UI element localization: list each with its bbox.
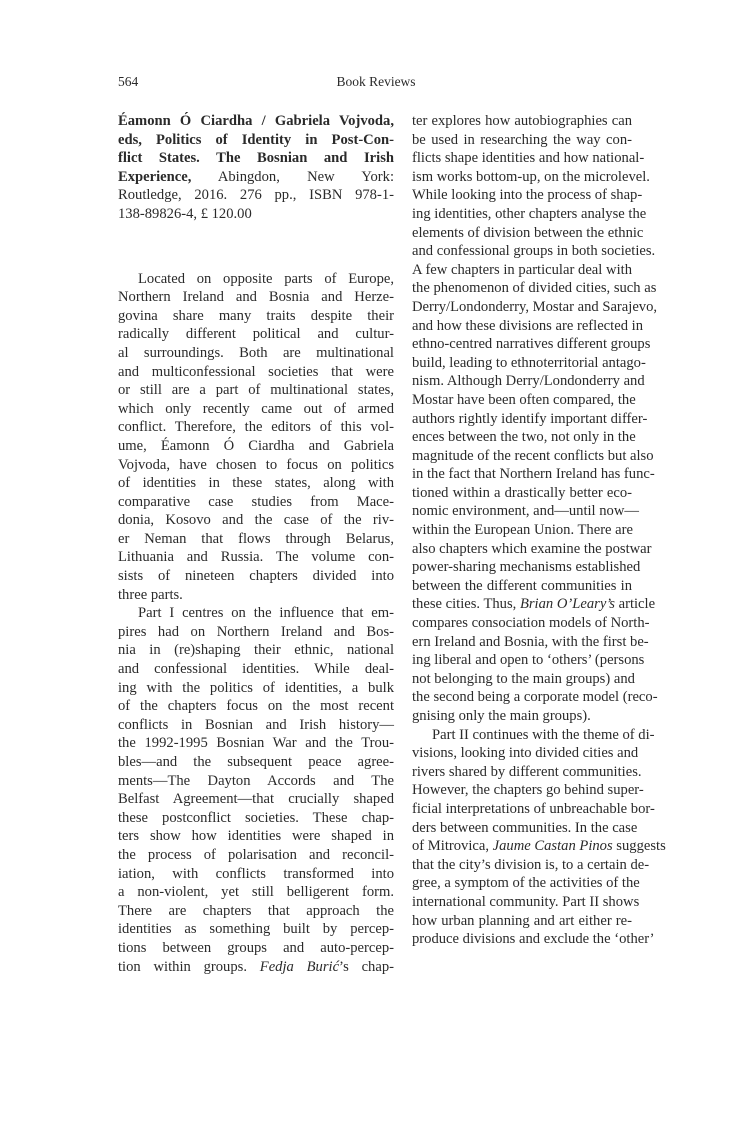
text-line: [118, 344, 394, 363]
text-run: the process of polarisation and reconcil-: [118, 846, 394, 863]
text-line: [118, 623, 394, 642]
text-line: [118, 288, 394, 307]
running-head: Book Reviews: [336, 74, 416, 89]
text-line: [118, 753, 394, 772]
text-line: [412, 186, 643, 205]
text-line: [412, 819, 638, 838]
text-line: [412, 633, 649, 652]
text-run: gnising only the main groups).: [412, 708, 591, 724]
text-line: [118, 734, 394, 753]
text-run: There are chapters that approach the: [118, 902, 394, 919]
text-run: ing with the politics of identities, a bulk: [118, 679, 394, 696]
text-run: and multiconfessional societies that were: [118, 363, 394, 380]
text-line: [412, 595, 656, 614]
text-run: flicts shape identities and how national-: [412, 150, 645, 167]
text-line: [118, 865, 394, 884]
text-line: [412, 131, 632, 150]
text-line: [412, 521, 632, 540]
text-line: [118, 809, 394, 828]
page-number: 564: [118, 74, 139, 89]
text-run: or still are a part of multinational states,: [118, 382, 394, 399]
text-run: and confessional identities. While deal-: [118, 661, 394, 678]
text-run: tions between groups and auto-percep-: [118, 939, 394, 956]
text-run: Belfast Agreement—that crucially shaped: [118, 791, 394, 808]
text-run: between the different communities in: [412, 577, 632, 594]
text-line: [412, 744, 639, 763]
text-line: [412, 317, 643, 336]
text-line: [118, 604, 394, 623]
text-line: [118, 958, 394, 977]
text-run: Northern Ireland and Bosnia and Herze-: [118, 289, 394, 306]
text-line: [118, 548, 394, 567]
text-run: Routledge, 2016. 276 pp., ISBN 978-1-: [118, 187, 394, 204]
left-column: [118, 112, 394, 976]
text-run: nomic environment, and—until now—: [412, 503, 639, 520]
text-line: [412, 279, 657, 298]
text-run: power-sharing mechanisms established: [412, 559, 641, 576]
text-line: [118, 772, 394, 791]
text-line: [118, 697, 394, 716]
text-run: bles—and the subsequent peace agree-: [118, 754, 394, 770]
text-line: [412, 502, 639, 521]
text-run: gree, a symptom of the activities of the: [412, 875, 640, 892]
text-run: Part II continues with the theme of di-: [432, 726, 655, 743]
text-run: elements of division between the ethnic: [412, 224, 644, 241]
text-run: these cities. Thus,: [412, 596, 520, 613]
text-line: [118, 530, 394, 549]
text-line: [118, 437, 394, 456]
text-line: [412, 484, 632, 503]
text-line: [412, 465, 655, 484]
text-run: ter explores how autobiographies can: [412, 113, 632, 129]
text-line: [412, 224, 644, 243]
text-run: Abingdon, New York:: [191, 168, 394, 185]
right-column: [412, 112, 666, 949]
text-line: [412, 912, 632, 931]
text-line: [118, 418, 394, 437]
text-line: [412, 168, 650, 187]
text-line: [118, 270, 394, 289]
text-run: three parts.: [118, 586, 183, 603]
text-run: comparative case studies from Mace-: [118, 493, 394, 510]
text-line: [412, 205, 647, 224]
text-line: [412, 688, 658, 707]
text-line: [118, 716, 394, 735]
text-line: [118, 920, 394, 939]
text-run: Located on opposite parts of Europe,: [138, 270, 394, 287]
text-run: ing liberal and open to ‘others’ (persons: [412, 652, 645, 669]
text-run: not belonging to the main groups) and: [412, 670, 635, 687]
text-line: [412, 781, 644, 800]
text-run: Lithuania and Russia. The volume con-: [118, 549, 394, 566]
text-run: the phenomenon of divided cities, such as: [412, 280, 657, 297]
text-line: [412, 354, 646, 373]
text-run: ism works bottom-up, on the microlevel.: [412, 168, 650, 185]
text-run: nism. Although Derry/Londonderry and: [412, 373, 645, 390]
text-run: radically different political and cultur-: [118, 326, 394, 343]
text-line: [412, 540, 652, 559]
bibliographic-line: [118, 131, 394, 150]
text-run: iation, with conflicts transformed into: [118, 865, 394, 882]
text-line: [118, 846, 394, 865]
text-run: nia in (re)shaping their ethnic, national: [118, 642, 394, 659]
text-line: [412, 874, 640, 893]
text-line: [412, 726, 655, 745]
text-run: and confessional groups in both societies.: [412, 243, 656, 260]
text-line: [118, 586, 394, 605]
text-line: [118, 883, 394, 902]
bibliographic-line: [118, 149, 394, 168]
text-run: within the European Union. There are: [412, 522, 633, 539]
text-line: [412, 893, 640, 912]
text-line: [118, 660, 394, 679]
text-run: A few chapters in particular deal with: [412, 261, 632, 278]
text-line: [118, 493, 394, 512]
text-run: identities as something built by percep-: [118, 921, 394, 938]
text-line: [118, 790, 394, 809]
text-run: ences between the two, not only in the: [412, 429, 636, 446]
text-run: ume, Éamonn Ó Ciardha and Gabriela: [118, 437, 394, 454]
bibliographic-line: [118, 168, 394, 187]
text-run: govina share many traits despite their: [118, 307, 394, 324]
bold-text: eds, Politics of Identity in Post-Con-: [118, 131, 394, 148]
text-run: ing identities, other chapters analyse the: [412, 205, 647, 222]
text-line: [412, 242, 656, 261]
text-run: produce divisions and exclude the ‘other’: [412, 931, 655, 948]
text-line: [118, 511, 394, 530]
text-line: [118, 307, 394, 326]
text-run: article: [614, 596, 656, 613]
text-line: [118, 400, 394, 419]
blank-line: [118, 247, 394, 270]
italic-name: Brian O’Leary’s: [519, 596, 615, 613]
text-line: [412, 800, 655, 819]
text-run: international community. Part II shows: [412, 893, 640, 910]
text-run: ters show how identities were shaped in: [118, 828, 394, 845]
text-line: [118, 567, 394, 586]
text-run: er Neman that flows through Belarus,: [118, 530, 394, 547]
text-run: Vojvoda, have chosen to focus on politics: [118, 456, 394, 473]
text-run: suggests: [612, 838, 666, 855]
text-run: ficial interpretations of unbreachable bor-: [412, 800, 655, 817]
text-line: [118, 456, 394, 475]
text-line: [118, 325, 394, 344]
text-run: al surroundings. Both are multinational: [118, 344, 394, 361]
text-line: [118, 363, 394, 382]
bold-text: Éamonn Ó Ciardha / Gabriela Vojvoda,: [118, 113, 394, 129]
text-run: rivers shared by different communities.: [412, 763, 642, 780]
text-line: [118, 827, 394, 846]
text-run: magnitude of the recent conflicts but also: [412, 447, 654, 464]
text-run: However, the chapters go behind super-: [412, 782, 644, 799]
text-run: the second being a corporate model (reco-: [412, 689, 658, 706]
text-line: [118, 641, 394, 660]
bold-text: flict States. The Bosnian and Irish: [118, 150, 394, 167]
text-line: [412, 558, 641, 577]
text-run: donia, Kosovo and the case of the riv-: [118, 512, 394, 529]
text-line: [412, 335, 651, 354]
text-line: [412, 372, 645, 391]
text-line: [118, 902, 394, 921]
text-run: also chapters which examine the postwar: [412, 540, 652, 557]
text-line: [412, 298, 658, 317]
text-run: the 1992-1995 Bosnian War and the Trou-: [118, 735, 394, 752]
text-line: [412, 577, 632, 596]
text-run: these postconflict societies. These chap-: [118, 809, 394, 826]
text-line: [412, 112, 632, 131]
italic-name: Jaume Castan Pinos: [492, 838, 613, 855]
text-line: [412, 651, 645, 670]
text-line: [412, 261, 632, 280]
bibliographic-line: [118, 186, 394, 205]
text-line: [412, 410, 648, 429]
text-line: [118, 939, 394, 958]
text-run: Mostar have been often compared, the: [412, 391, 636, 408]
text-line: [412, 428, 636, 447]
text-line: [412, 930, 655, 949]
text-run: tion within groups.: [118, 958, 260, 975]
text-run: ders between communities. In the case: [412, 819, 638, 836]
bibliographic-line: [118, 205, 394, 224]
bibliographic-line: [118, 112, 394, 131]
text-line: [412, 837, 666, 856]
text-run: ethno-centred narratives different groups: [412, 336, 651, 353]
text-run: conflict. Therefore, the editors of this vol-: [118, 419, 394, 436]
text-run: 138-89826-4, £ 120.00: [118, 205, 252, 222]
text-run: ern Ireland and Bosnia, with the first be-: [412, 633, 649, 650]
text-run: tioned within a drastically better eco-: [412, 484, 632, 501]
text-run: a non-violent, yet still belligerent form.: [118, 884, 394, 901]
text-line: [412, 670, 635, 689]
text-run: ments—The Dayton Accords and The: [118, 772, 394, 789]
text-line: [118, 474, 394, 493]
text-line: [412, 149, 645, 168]
text-run: While looking into the process of shap-: [412, 187, 643, 204]
bold-text: Experience,: [118, 168, 192, 185]
text-run: compares consociation models of North-: [412, 615, 650, 632]
text-run: and how these divisions are reflected in: [412, 317, 643, 334]
text-run: authors rightly identify important differ-: [412, 410, 648, 427]
text-line: [118, 679, 394, 698]
blank-line: [118, 224, 394, 247]
text-line: [118, 381, 394, 400]
text-run: that the city’s division is, to a certain de-: [412, 856, 650, 873]
page-header: [118, 74, 634, 94]
text-run: conflicts in Bosnian and Irish history—: [118, 716, 394, 733]
italic-name: Fedja Burić: [259, 958, 340, 975]
text-run: of identities in these states, along with: [118, 475, 394, 492]
text-line: [412, 856, 650, 875]
text-line: [412, 707, 632, 726]
text-run: how urban planning and art either re-: [412, 912, 632, 929]
text-line: [412, 763, 642, 782]
text-run: Part I centres on the influence that em-: [138, 605, 394, 622]
text-line: [412, 614, 650, 633]
text-run: visions, looking into divided cities and: [412, 745, 639, 762]
text-run: in the fact that Northern Ireland has func-: [412, 466, 655, 483]
text-run: sists of nineteen chapters divided into: [118, 568, 394, 585]
text-run: of Mitrovica,: [412, 838, 493, 855]
text-run: pires had on Northern Ireland and Bos-: [118, 623, 394, 640]
text-run: Derry/Londonderry, Mostar and Sarajevo,: [412, 298, 658, 315]
text-run: which only recently came out of armed: [118, 400, 394, 417]
text-run: ’s chap-: [339, 958, 394, 975]
text-line: [412, 391, 636, 410]
text-run: be used in researching the way con-: [412, 131, 632, 148]
text-run: build, leading to ethnoterritorial antago-: [412, 354, 646, 371]
text-run: of the chapters focus on the most recent: [118, 698, 394, 715]
text-line: [412, 447, 654, 466]
